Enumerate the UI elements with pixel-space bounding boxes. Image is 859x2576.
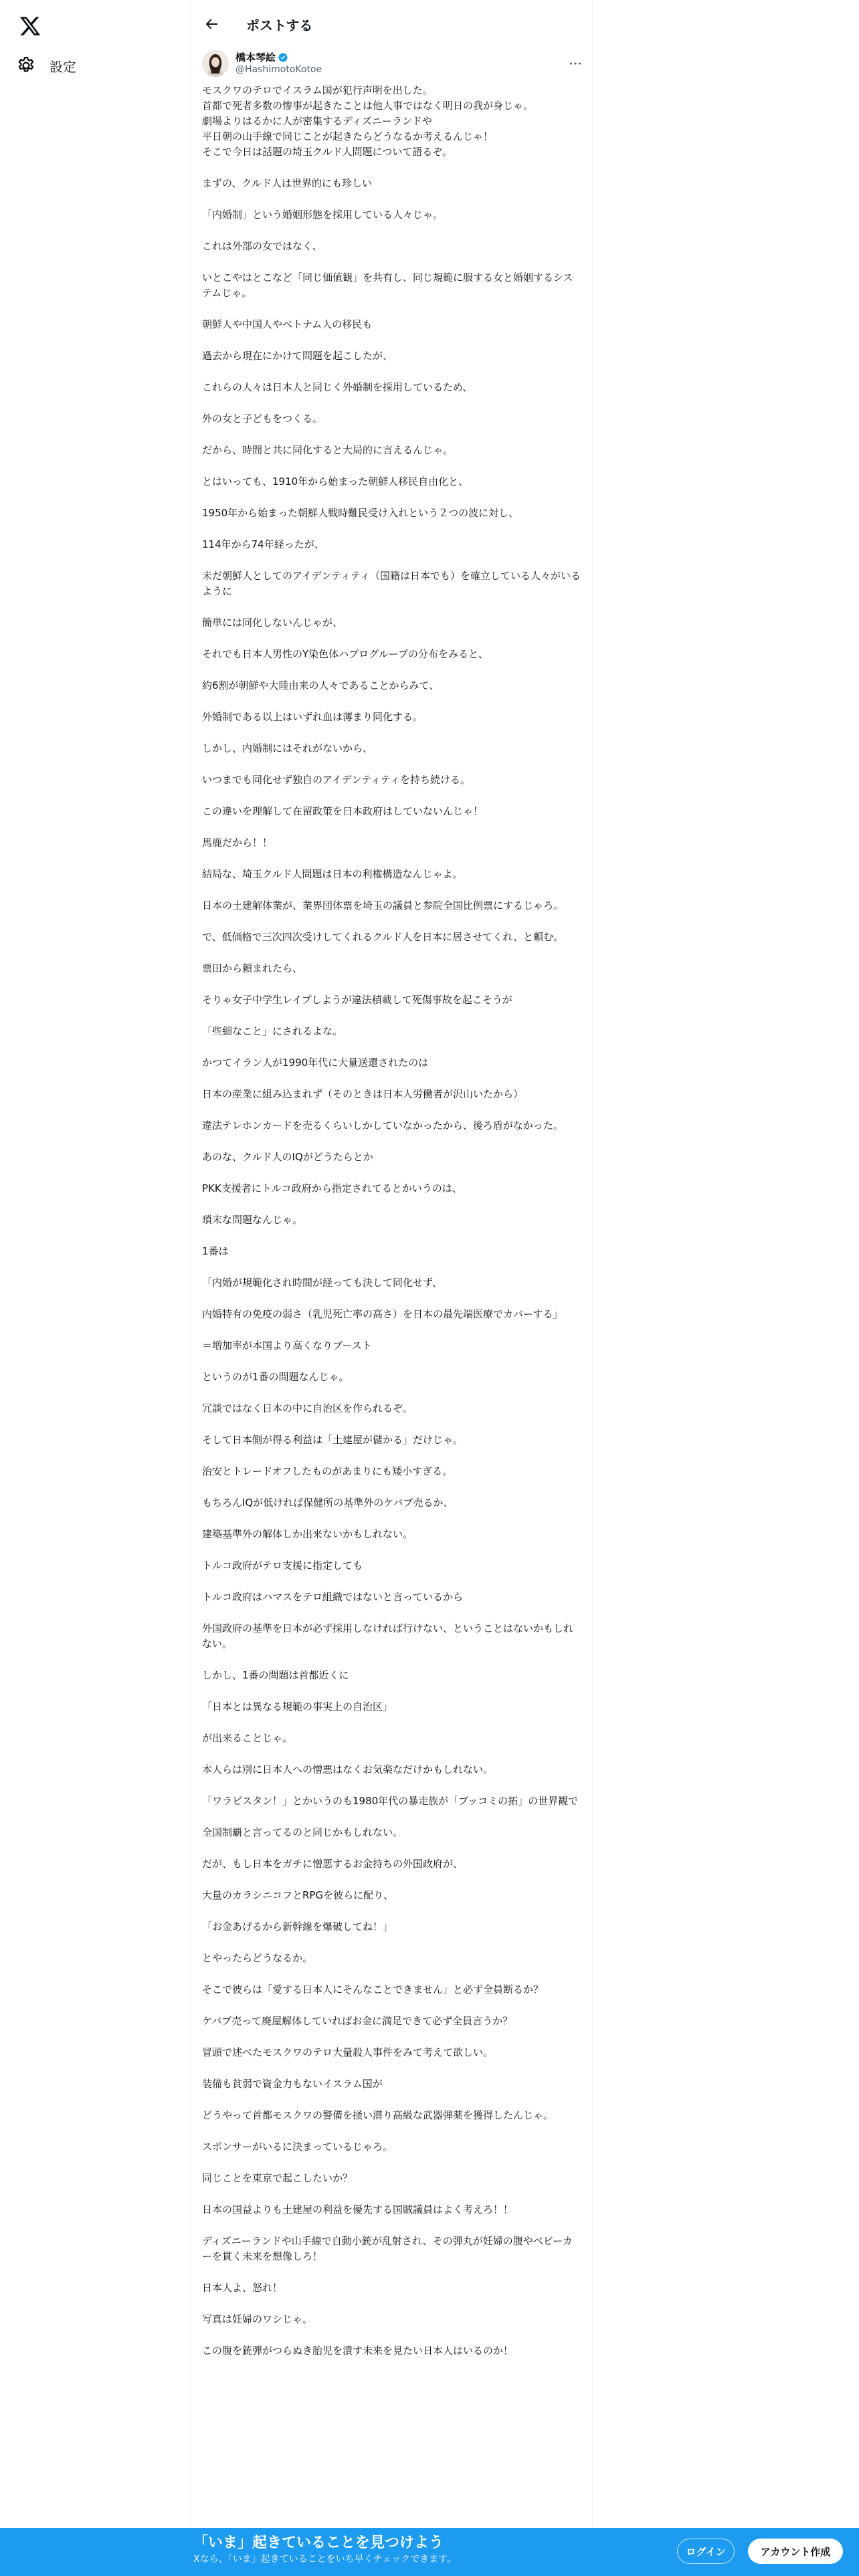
post-paragraph: いとこやはとこなど「同じ価値観」を共有し、同じ規範に服する女と婚姻するシステムじゃ。: [202, 272, 573, 299]
post-paragraph: 違法テレホンカードを売るくらいしかしていなかったから、後ろ盾がなかった。: [202, 1119, 563, 1132]
back-arrow-icon[interactable]: [203, 16, 219, 32]
post-paragraph: 「日本とは異なる規範の事実上の自治区」: [202, 1701, 393, 1713]
post-paragraph: 冗談ではなく日本の中に自治区を作られるぞ。: [202, 1402, 413, 1414]
post-paragraph: 本人らは別に日本人への憎悪はなくお気楽なだけかもしれない。: [202, 1763, 494, 1776]
post-paragraph: 1番は: [202, 1245, 229, 1257]
post-paragraph: 約6割が朝鮮や大陸由来の人々であることからみて、: [202, 679, 440, 691]
main-column: [191, 0, 593, 2576]
post-paragraph: そこで彼らは「愛する日本人にそんなことできません」と必ず全員断るか？: [202, 1983, 544, 1996]
post-paragraph: PKK支援者にトルコ政府から指定されてるとかいうのは、: [202, 1182, 462, 1194]
display-name-row[interactable]: [235, 51, 322, 64]
post-paragraph: 未だ朝鮮人としてのアイデンティティ（国籍は日本でも）を確立している人々がいるように: [202, 570, 581, 597]
post-paragraph: 日本の国益よりも土建屋の利益を優先する国賊議員はよく考えろ！！: [202, 2204, 514, 2216]
post-paragraph: 1950年から始まった朝鮮人戦時難民受け入れという２つの波に対し、: [202, 507, 519, 519]
post-paragraph: 過去から現在にかけて問題を起こしたが、: [202, 350, 393, 362]
nav-settings[interactable]: [16, 52, 76, 79]
nav-settings-label: 設定: [50, 58, 76, 75]
post-paragraph: 瑣末な問題なんじゃ。: [202, 1214, 303, 1226]
avatar[interactable]: [202, 50, 229, 77]
post-paragraph: 外の女と子どもをつくる。: [202, 413, 323, 425]
post-paragraph: まずの、クルド人は世界的にも珍しい: [202, 177, 372, 189]
post-paragraph: この腹を銃弾がつらぬき胎児を潰す未来を見たい日本人はいるのか！: [202, 2345, 514, 2357]
post-paragraph: 同じことを東京で起こしたいか？: [202, 2172, 353, 2184]
post-paragraph: それでも日本人男性のY染色体ハプログループの分布をみると、: [202, 648, 488, 660]
post-paragraph: これらの人々は日本人と同じく外婚制を採用しているため、: [202, 381, 473, 393]
post-paragraph: が出来ることじゃ。: [202, 1732, 293, 1744]
post-paragraph: 「ワラビスタン！」とかいうのも1980年代の暴走族が「ブッコミの拓」の世界観で: [202, 1795, 579, 1807]
page-title: ポストする: [246, 17, 313, 33]
signup-button[interactable]: アカウント作成: [748, 2539, 843, 2564]
post-paragraph: ＝増加率が本国より高くなりブースト: [202, 1339, 372, 1352]
post-paragraph: ケバブ売って廃屋解体していればお金に満足できて必ず全員言うか？: [202, 2015, 513, 2027]
post-paragraph: 装備も貧弱で資金力もないイスラム国が: [202, 2078, 383, 2090]
more-options-icon[interactable]: [568, 56, 583, 71]
post-intro: [202, 83, 581, 160]
post-paragraph: 日本の土建解体業が、業界団体票を埼玉の議員と参院全国比例票にするじゃろ。: [202, 899, 564, 911]
post-paragraph: 外婚制である以上はいずれ血は薄まり同化する。: [202, 711, 423, 723]
post-paragraph: だが、もし日本をガチに憎悪するお金持ちの外国政府が、: [202, 1858, 464, 1870]
banner-title: 「いま」起きていることを見つけよう: [193, 2535, 444, 2551]
post-paragraph: 日本人よ、怒れ！: [202, 2282, 283, 2294]
post-header: [191, 0, 592, 48]
post-paragraph: 全国制覇と言ってるのと同じかもしれない。: [202, 1826, 403, 1838]
author-handle[interactable]: @HashimotoKotoe: [235, 64, 322, 75]
post-paragraph: ディズニーランドや山手線で自動小銃が乱射され、その弾丸が妊婦の腹やベビーカーを貫く未来を想像しろ！: [202, 2235, 573, 2262]
post-paragraph: しかし、内婚制にはそれがないから、: [202, 742, 373, 754]
post-paragraph: 「お金あげるから新幹線を爆破してね！」: [202, 1921, 393, 1933]
post-paragraph: この違いを理解して在留政策を日本政府はしていないんじゃ！: [202, 805, 484, 817]
post-paragraph: もちろんIQが低ければ保健所の基準外のケバブ売るか、: [202, 1497, 454, 1509]
post-paragraph: そして日本側が得る利益は「土建屋が儲かる」だけじゃ。: [202, 1434, 464, 1446]
post-paragraph: かつてイラン人が1990年代に大量送還されたのは: [202, 1057, 429, 1069]
banner-subtitle: Xなら、「いま」起きていることをいち早くチェックできます。: [193, 2554, 457, 2565]
post-paragraph: 建築基準外の解体しか出来ないかもしれない。: [202, 1528, 413, 1540]
verified-badge-icon: [278, 52, 288, 63]
login-banner: [0, 2528, 859, 2576]
post-paragraph: だから、時間と共に同化すると大局的に言えるんじゃ。: [202, 444, 454, 456]
post-paragraph: 治安とトレードオフしたものがあまりにも矮小すぎる。: [202, 1465, 453, 1477]
post-paragraph: 「内婚制」という婚姻形態を採用している人々じゃ。: [202, 209, 444, 221]
post-paragraph: 日本の産業に組み込まれず（そのときは日本人労働者が沢山いたから）: [202, 1088, 524, 1100]
gear-icon: [16, 56, 36, 76]
post-paragraph: スポンサーがいるに決まっているじゃろ。: [202, 2141, 393, 2153]
x-logo-icon[interactable]: [19, 15, 41, 37]
post-intro-line: モスクワのテロでイスラム国が犯行声明を出した。: [202, 84, 433, 96]
post-paragraph: 内婚特有の免疫の弱さ（乳児死亡率の高さ）を日本の最先端医療でカバーする」: [202, 1308, 563, 1320]
post-paragraph: トルコ政府がテロ支援に指定しても: [202, 1560, 363, 1572]
post-paragraph: トルコ政府はハマスをテロ組織ではないと言っているから: [202, 1591, 464, 1603]
post-paragraph: 結局な、埼玉クルド人問題は日本の利権構造なんじゃよ。: [202, 868, 463, 880]
post-paragraph: というのが1番の問題なんじゃ。: [202, 1371, 349, 1383]
post-intro-line: そこで今日は話題の埼玉クルド人問題について語るぞ。: [202, 146, 452, 158]
post-paragraph: とはいっても、1910年から始まった朝鮮人移民自由化と、: [202, 475, 469, 488]
post-paragraph: 外国政府の基準を日本が必ず採用しなければ行けない、ということはないかもしれない。: [202, 1622, 574, 1650]
post-paragraph: そりゃ女子中学生レイプしようが違法積載して死傷事故を起こそうが: [202, 994, 512, 1006]
post-intro-line: 首都で死者多数の惨事が起きたことは他人事ではなく明日の我が身じゃ。: [202, 100, 534, 112]
post-paragraph: 冒頭で述べたモスクワのテロ大量殺人事件をみて考えて欲しい。: [202, 2046, 494, 2058]
left-navigation: [0, 0, 191, 2576]
post-paragraph: いつまでも同化せず独自のアイデンティティを持ち続ける。: [202, 774, 470, 786]
post-author: [191, 48, 592, 79]
display-name: 橋本琴絵: [235, 51, 276, 64]
login-button[interactable]: ログイン: [677, 2539, 735, 2564]
post-paragraph: 「些細なこと」にされるよな。: [202, 1025, 343, 1037]
banner-text: [193, 2533, 456, 2565]
post-paragraph: 票田から頼まれたら、: [202, 962, 303, 974]
post-paragraph: とやったらどうなるか。: [202, 1952, 313, 1964]
post-paragraph: 朝鮮人や中国人やベトナム人の移民も: [202, 318, 373, 330]
post-paragraph: 写真は妊婦のワシじゃ。: [202, 2313, 313, 2325]
post-paragraph: これは外部の女ではなく、: [202, 240, 322, 252]
post-body: [191, 79, 592, 2359]
post-paragraph: 簡単には同化しないんじゃが、: [202, 617, 343, 629]
post-paragraph: どうやって首都モスクワの警備を掻い潜り高級な武器弾薬を獲得したんじゃ。: [202, 2109, 554, 2121]
post-intro-line: 平日朝の山手線で同じことが起きたらどうなるか考えるんじゃ！: [202, 130, 494, 142]
post-paragraph: 「内婚が規範化され時間が経っても決して同化せず、: [202, 1277, 442, 1289]
author-names: [235, 51, 322, 76]
post-paragraph: で、低価格で三次四次受けしてくれるクルド人を日本に居させてくれ、と頼む。: [202, 931, 564, 943]
post-paragraph: 大量のカラシニコフとRPGを彼らに配り、: [202, 1889, 394, 1901]
post-intro-line: 劇場よりはるかに人が密集するディズニーランドや: [202, 115, 432, 127]
post-paragraph: しかし、1番の問題は首都近くに: [202, 1669, 349, 1681]
post-paragraph: あのな、クルド人のIQがどうたらとか: [202, 1151, 373, 1163]
post-paragraph: 馬鹿だから！！: [202, 837, 273, 849]
post-paragraph: 114年から74年経ったが、: [202, 538, 324, 550]
